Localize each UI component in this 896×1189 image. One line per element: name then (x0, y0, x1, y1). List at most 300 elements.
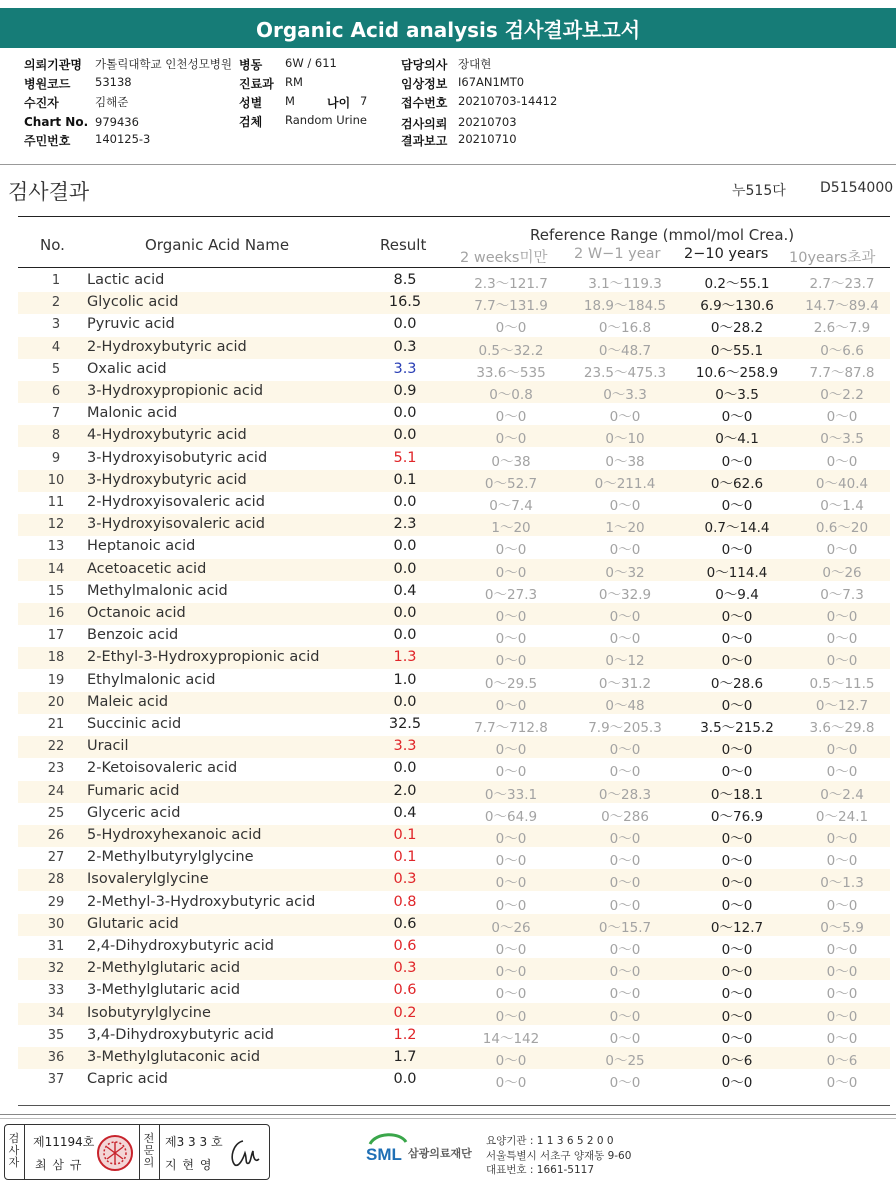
range-under-2-weeks: 0～0.8 (489, 387, 533, 403)
header-range-2: 2 W−1 year (574, 246, 661, 262)
range-2w-1y: 18.9～184.5 (583, 298, 667, 315)
report-date-value: 20210710 (458, 132, 517, 146)
result-value: 1.2 (393, 1026, 417, 1043)
row-number: 2 (51, 295, 61, 311)
row-number: 17 (47, 628, 65, 644)
acid-name: 5-Hydroxyhexanoic acid (87, 827, 262, 843)
range-under-2-weeks: 0～0 (495, 609, 527, 625)
range-under-2-weeks: 0～0 (495, 897, 527, 914)
result-value: 0.0 (393, 605, 417, 621)
result-value: 0.4 (393, 582, 417, 599)
table-bottom-border (18, 1105, 890, 1106)
row-number: 18 (47, 650, 65, 666)
range-2w-1y: 0～0 (609, 1030, 641, 1047)
range-2w-1y: 0～211.4 (594, 475, 656, 492)
range-over-10y: 0～0 (826, 1008, 858, 1025)
row-number: 7 (51, 406, 61, 422)
range-2w-1y: 0～0 (609, 831, 641, 847)
range-over-10y: 0～0 (826, 897, 858, 914)
signature-icon (223, 1137, 263, 1171)
range-over-10y: 3.6～29.8 (809, 720, 875, 736)
range-2-10y: 0～55.1 (710, 342, 764, 359)
result-value: 0.6 (393, 915, 417, 932)
row-number: 8 (51, 428, 61, 444)
range-over-10y: 0～0 (826, 742, 858, 759)
range-over-10y: 0～24.1 (815, 808, 869, 825)
result-value: 0.3 (393, 338, 417, 355)
range-2w-1y: 0～3.3 (603, 387, 647, 403)
result-value: 3.3 (393, 738, 417, 755)
acid-name: Methylmalonic acid (87, 582, 228, 599)
range-2-10y: 0～0 (721, 542, 753, 559)
range-over-10y: 0.5～11.5 (809, 675, 875, 692)
acid-name: Isobutyrylglycine (87, 1004, 211, 1021)
range-over-10y: 0～0 (826, 831, 858, 847)
range-2w-1y: 0～31.2 (598, 675, 652, 692)
examinee-label: 수진자 (24, 96, 59, 110)
range-2w-1y: 0～25 (605, 1053, 645, 1069)
row-number: 10 (47, 472, 65, 488)
hospital-code-label: 병원코드 (24, 77, 71, 91)
table-row (18, 559, 890, 581)
age-label: 나이 (327, 96, 351, 110)
footer-divider (0, 1114, 896, 1115)
row-number: 27 (47, 850, 65, 866)
acid-name: Octanoic acid (87, 605, 186, 621)
range-2w-1y: 0～15.7 (598, 919, 652, 936)
range-2-10y: 0～9.4 (715, 586, 759, 603)
specimen-label: 검체 (239, 115, 263, 129)
row-number: 15 (47, 583, 65, 599)
table-row (18, 670, 890, 692)
range-2w-1y: 0～0 (609, 1008, 641, 1025)
receipt-value: 20210703-14412 (458, 94, 558, 108)
acid-name: Uracil (87, 738, 129, 755)
range-under-2-weeks: 0～64.9 (484, 808, 538, 825)
range-2w-1y: 0～0 (609, 942, 641, 958)
table-row (18, 1069, 890, 1091)
row-number: 24 (47, 783, 65, 799)
header-range-3: 2−10 years (684, 246, 769, 262)
range-2-10y: 0～0 (721, 453, 753, 470)
table-row (18, 381, 890, 403)
range-2-10y: 0～0 (721, 897, 753, 914)
range-2-10y: 0～0 (721, 498, 753, 514)
acid-name: 2-Hydroxyisovaleric acid (87, 494, 265, 510)
table-row (18, 337, 890, 359)
divider (0, 164, 896, 165)
acid-name: Glycolic acid (87, 294, 179, 311)
row-number: 36 (47, 1050, 65, 1065)
range-2w-1y: 0～0 (609, 409, 641, 426)
dept-label: 진료과 (239, 77, 274, 91)
range-under-2-weeks: 2.3～121.7 (474, 276, 548, 292)
acid-name: 2-Hydroxybutyric acid (87, 338, 247, 355)
signature-box (4, 1124, 270, 1180)
result-value: 8.5 (393, 272, 417, 288)
acid-name: Glyceric acid (87, 804, 181, 821)
signature-separator-2 (139, 1125, 140, 1179)
range-2-10y: 0～0 (721, 1030, 753, 1047)
result-value: 16.5 (388, 294, 422, 311)
range-2w-1y: 0～0 (609, 498, 641, 514)
range-over-10y: 0～5.9 (820, 919, 864, 936)
row-number: 11 (47, 495, 65, 510)
acid-name: Succinic acid (87, 716, 182, 732)
row-number: 33 (47, 983, 65, 999)
result-value: 0.0 (393, 494, 417, 510)
row-number: 3 (51, 317, 61, 333)
range-2w-1y: 0～0 (609, 1075, 641, 1092)
report-date-label: 결과보고 (401, 134, 448, 148)
range-2w-1y: 0～0 (609, 853, 641, 870)
acid-name: Acetoacetic acid (87, 560, 207, 577)
header-name: Organic Acid Name (145, 236, 290, 254)
range-under-2-weeks: 0～0 (495, 986, 527, 1003)
result-value: 0.0 (393, 760, 417, 777)
acid-name: Pyruvic acid (87, 316, 175, 333)
acid-name: 3-Hydroxypropionic acid (87, 383, 264, 399)
result-value: 3.3 (393, 360, 417, 377)
result-value: 0.3 (393, 871, 417, 888)
result-value: 0.0 (393, 560, 417, 577)
range-2w-1y: 0～10 (605, 431, 645, 448)
range-2w-1y: 0～28.3 (598, 786, 652, 803)
acid-name: Maleic acid (87, 693, 169, 710)
header-range-4: 10years초과 (789, 250, 876, 266)
range-under-2-weeks: 0～0 (495, 942, 527, 958)
range-2w-1y: 7.9～205.3 (588, 720, 662, 736)
range-2-10y: 0～28.2 (710, 320, 764, 337)
range-over-10y: 0～1.3 (820, 875, 864, 892)
range-under-2-weeks: 0～0 (495, 853, 527, 870)
range-under-2-weeks: 0～0 (495, 742, 527, 759)
table-row (18, 892, 890, 914)
specialist-name: 지 현 영 (165, 1158, 213, 1172)
sex-label: 성별 (239, 96, 263, 110)
chart-value: 979436 (95, 115, 139, 129)
range-2-10y: 3.5～215.2 (700, 720, 774, 736)
range-2w-1y: 0～0 (609, 897, 641, 914)
result-value: 0.0 (393, 427, 417, 444)
range-2-10y: 0～0 (721, 631, 753, 648)
acid-name: 3-Hydroxybutyric acid (87, 471, 247, 488)
table-row (18, 448, 890, 470)
range-2w-1y: 3.1～119.3 (588, 276, 662, 292)
table-row (18, 425, 890, 447)
range-under-2-weeks: 14～142 (482, 1030, 540, 1047)
table-row (18, 492, 890, 514)
range-2w-1y: 0～38 (605, 453, 645, 470)
case-code: 누515다 (732, 183, 786, 199)
acid-name: 2-Methylbutyrylglycine (87, 849, 254, 866)
result-value: 1.3 (393, 649, 417, 666)
range-under-2-weeks: 0～0 (495, 831, 527, 847)
range-over-10y: 0～0 (826, 764, 858, 781)
row-number: 34 (47, 1005, 65, 1021)
range-under-2-weeks: 0～7.4 (489, 498, 533, 514)
range-2-10y: 0～0 (721, 609, 753, 625)
row-number: 19 (47, 672, 65, 688)
table-row (18, 980, 890, 1002)
acid-name: Malonic acid (87, 405, 178, 422)
range-under-2-weeks: 0～26 (491, 919, 531, 936)
row-number: 29 (47, 894, 65, 910)
range-2-10y: 0～12.7 (710, 919, 764, 936)
section-title: 검사결과 (8, 180, 90, 204)
range-2w-1y: 0～32.9 (598, 586, 652, 603)
range-under-2-weeks: 0～33.1 (484, 786, 538, 803)
range-over-10y: 0～0 (826, 1030, 858, 1047)
range-over-10y: 0～0 (826, 653, 858, 670)
doctor-value: 장대현 (458, 57, 492, 71)
range-over-10y: 0～3.5 (820, 431, 864, 448)
range-over-10y: 0～6.6 (820, 342, 864, 359)
table-row (18, 692, 890, 714)
result-value: 0.1 (393, 827, 417, 843)
range-2w-1y: 0～0 (609, 609, 641, 625)
range-2w-1y: 0～16.8 (598, 320, 652, 337)
footer-divider-2 (0, 1118, 896, 1119)
acid-name: 2-Methylglutaric acid (87, 960, 241, 977)
range-2-10y: 0～114.4 (706, 564, 768, 581)
acid-name: 4-Hydroxybutyric acid (87, 427, 247, 444)
row-number: 30 (47, 916, 65, 932)
range-under-2-weeks: 0～0 (495, 1053, 527, 1069)
result-value: 0.0 (393, 693, 417, 710)
table-row (18, 581, 890, 603)
range-2-10y: 0～0 (721, 742, 753, 759)
range-under-2-weeks: 0～0 (495, 564, 527, 581)
row-number: 16 (47, 606, 65, 621)
range-2-10y: 0～76.9 (710, 808, 764, 825)
acid-name: 2-Ethyl-3-Hydroxypropionic acid (87, 649, 320, 666)
range-2-10y: 10.6～258.9 (695, 364, 779, 381)
range-under-2-weeks: 0～0 (495, 631, 527, 648)
range-over-10y: 0～2.4 (820, 786, 864, 803)
range-under-2-weeks: 0～0 (495, 431, 527, 448)
result-value: 0.2 (393, 1004, 417, 1021)
table-row (18, 314, 890, 336)
row-number: 9 (51, 450, 61, 466)
range-under-2-weeks: 0～0 (495, 653, 527, 670)
table-row (18, 1025, 890, 1047)
range-under-2-weeks: 0～52.7 (484, 475, 538, 492)
range-2w-1y: 0～0 (609, 542, 641, 559)
table-row (18, 403, 890, 425)
table-row (18, 536, 890, 558)
result-value: 1.7 (393, 1049, 417, 1065)
range-2w-1y: 0～32 (605, 564, 645, 581)
range-2w-1y: 0～0 (609, 631, 641, 648)
row-number: 25 (47, 805, 65, 821)
acid-name: Glutaric acid (87, 915, 179, 932)
table-row (18, 869, 890, 891)
range-over-10y: 0～0 (826, 942, 858, 958)
header-no: No. (40, 236, 65, 254)
range-2-10y: 0～0 (721, 964, 753, 981)
range-over-10y: 0～26 (822, 564, 862, 581)
request-value: 20210703 (458, 115, 517, 129)
row-number: 4 (51, 339, 61, 355)
range-over-10y: 14.7～89.4 (805, 298, 879, 315)
range-2-10y: 0～0 (721, 764, 753, 781)
range-2-10y: 0.7～14.4 (704, 520, 770, 537)
range-2-10y: 0～0 (721, 853, 753, 870)
table-row (18, 758, 890, 780)
table-row (18, 359, 890, 381)
chart-label: Chart No. (24, 115, 89, 129)
acid-name: 3,4-Dihydroxybutyric acid (87, 1026, 275, 1043)
sml-logo-icon (366, 1130, 410, 1166)
range-over-10y: 0～0 (826, 853, 858, 870)
age-value: 7 (360, 94, 368, 108)
range-over-10y: 0～0 (826, 986, 858, 1003)
institution-value: 가톨릭대학교 인천성모병원 (95, 57, 232, 71)
examiner-no: 제11194호 (33, 1135, 95, 1149)
row-number: 31 (47, 939, 65, 954)
range-over-10y: 0～6 (826, 1053, 858, 1069)
phone: 대표번호 : 1661-5117 (486, 1164, 595, 1176)
range-under-2-weeks: 0～0 (495, 409, 527, 426)
specialist-label: 전문의 (143, 1132, 155, 1169)
range-over-10y: 0～12.7 (815, 697, 869, 714)
receipt-label: 접수번호 (401, 96, 448, 110)
sex-value: M (285, 94, 295, 108)
acid-name: 2-Ketoisovaleric acid (87, 760, 238, 777)
result-value: 0.1 (393, 471, 417, 488)
examiner-label: 검사자 (8, 1132, 20, 1169)
dept-value: RM (285, 75, 303, 89)
result-value: 0.3 (393, 960, 417, 977)
foundation-name: 삼광의료재단 (408, 1147, 472, 1160)
acid-name: Heptanoic acid (87, 538, 196, 555)
acid-name: Ethylmalonic acid (87, 671, 216, 688)
clinical-info-value: I67AN1MT0 (458, 75, 525, 89)
range-under-2-weeks: 7.7～131.9 (474, 298, 548, 315)
result-value: 2.3 (393, 516, 417, 533)
acid-name: Capric acid (87, 1071, 168, 1088)
range-over-10y: 0～0 (826, 631, 858, 648)
range-2w-1y: 0～0 (609, 742, 641, 759)
range-under-2-weeks: 0.5～32.2 (478, 342, 544, 359)
table-row (18, 470, 890, 492)
range-2-10y: 0～0 (721, 409, 753, 426)
id-value: 140125-3 (95, 132, 151, 146)
range-2-10y: 0～0 (721, 875, 753, 892)
range-over-10y: 0～40.4 (815, 475, 869, 492)
table-row (18, 847, 890, 869)
case-code-2: D5154000 (820, 180, 894, 196)
range-2w-1y: 23.5～475.3 (583, 364, 667, 381)
acid-name: 2,4-Dihydroxybutyric acid (87, 938, 275, 954)
range-2-10y: 0～6 (721, 1053, 753, 1069)
table-row (18, 714, 890, 736)
range-over-10y: 7.7～87.8 (809, 364, 875, 381)
acid-name: 2-Methyl-3-Hydroxybutyric acid (87, 893, 316, 910)
agency-number: 요양기관 : 1 1 3 6 5 2 0 0 (486, 1135, 614, 1147)
row-number: 20 (47, 694, 65, 710)
result-value: 0.6 (393, 938, 417, 954)
range-under-2-weeks: 0～0 (495, 764, 527, 781)
range-2-10y: 0～18.1 (710, 786, 764, 803)
result-value: 0.1 (393, 849, 417, 866)
range-2w-1y: 0～0 (609, 986, 641, 1003)
acid-name: Oxalic acid (87, 360, 167, 377)
range-over-10y: 0～2.2 (820, 387, 864, 403)
range-under-2-weeks: 0～0 (495, 320, 527, 337)
acid-name: 3-Hydroxyisobutyric acid (87, 449, 268, 466)
row-number: 37 (47, 1072, 65, 1088)
range-2w-1y: 0～12 (605, 653, 645, 670)
request-label: 검사의뢰 (401, 117, 448, 131)
range-under-2-weeks: 0～0 (495, 697, 527, 714)
result-value: 0.0 (393, 405, 417, 422)
result-value: 2.0 (393, 782, 417, 799)
table-row (18, 936, 890, 958)
row-number: 6 (51, 384, 61, 399)
result-value: 0.0 (393, 1071, 417, 1088)
range-over-10y: 0～0 (826, 1075, 858, 1092)
range-under-2-weeks: 0～27.3 (484, 586, 538, 603)
range-2-10y: 0～3.5 (715, 387, 759, 403)
range-over-10y: 0～0 (826, 964, 858, 981)
range-under-2-weeks: 33.6～535 (476, 364, 546, 381)
table-row (18, 781, 890, 803)
range-2-10y: 0～62.6 (710, 475, 764, 492)
result-value: 0.8 (393, 893, 417, 910)
table-row (18, 625, 890, 647)
result-value: 32.5 (388, 716, 422, 732)
range-2w-1y: 0～0 (609, 875, 641, 892)
table-row (18, 1047, 890, 1069)
result-value: 0.0 (393, 538, 417, 555)
acid-name: 3-Methylglutaconic acid (87, 1049, 261, 1065)
row-number: 5 (51, 361, 61, 377)
patient-info-block (0, 54, 896, 162)
row-number: 22 (47, 739, 65, 755)
range-over-10y: 2.7～23.7 (809, 276, 875, 292)
row-number: 28 (47, 872, 65, 888)
header-reference: Reference Range (mmol/mol Crea.) (530, 226, 795, 244)
table-row (18, 1003, 890, 1025)
acid-name: Lactic acid (87, 272, 165, 288)
result-value: 1.0 (393, 671, 417, 688)
range-2w-1y: 0～0 (609, 964, 641, 981)
range-2-10y: 0～0 (721, 697, 753, 714)
result-value: 0.9 (393, 383, 417, 399)
examiner-name: 최 삼 규 (35, 1158, 83, 1172)
doctor-label: 담당의사 (401, 58, 448, 72)
specialist-no: 제3 3 3 호 (165, 1135, 223, 1149)
range-over-10y: 2.6～7.9 (813, 320, 871, 337)
ward-label: 병동 (239, 58, 263, 72)
table-row (18, 514, 890, 536)
id-label: 주민번호 (24, 134, 71, 148)
row-number: 14 (47, 561, 65, 577)
range-2-10y: 0～4.1 (715, 431, 759, 448)
address: 서울특별시 서초구 양재동 9-60 (486, 1150, 632, 1162)
range-2-10y: 6.9～130.6 (700, 298, 774, 315)
table-row (18, 603, 890, 625)
acid-name: Benzoic acid (87, 627, 179, 644)
range-2-10y: 0～0 (721, 942, 753, 958)
table-row (18, 292, 890, 314)
result-value: 5.1 (393, 449, 417, 466)
table-top-border (18, 216, 890, 217)
row-number: 12 (47, 517, 65, 533)
header-range-1: 2 weeks미만 (460, 250, 548, 266)
